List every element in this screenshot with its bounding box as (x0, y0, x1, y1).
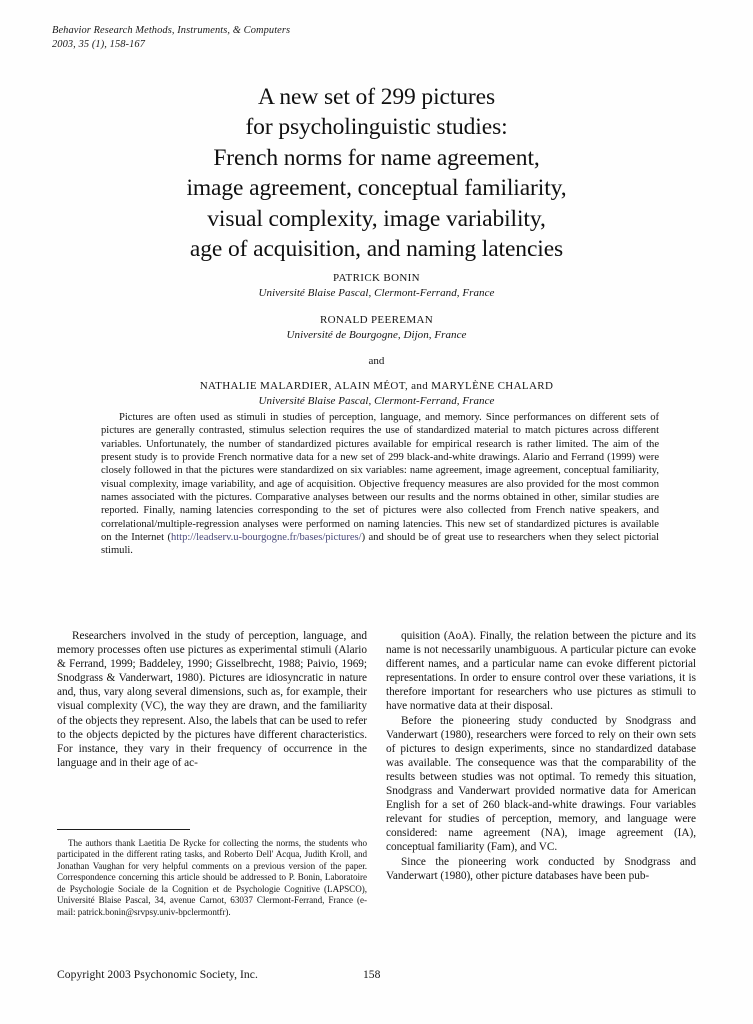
author-affiliation: Université Blaise Pascal, Clermont-Ferrand, France (258, 395, 495, 407)
title-line: French norms for name agreement, (213, 144, 540, 171)
title-line: A new set of 299 pictures (257, 84, 496, 110)
abstract-text-start: Pictures are often used as stimuli in studies of perception, language, and memory. Since performances on different sets of pictures are generally contrasted, stimulus selection requires the use of standardized material to match pictures across different variables. Unfortunately, the number of standardized pictures available for empirical research is rather limited. The aim of the present study is to provide French normative data for a new set of 299 black-and-white drawings. Alario and Ferrand (1999) were closely followed in that the pictures were standardized on six variables: name agreement, image agreement, conceptual familiarity, visual complexity, image variability, and age of acquisition. Objective frequency measures are also provided for the most common names associated with the pictures. Comparative analyses between our results and the norms obtained in other, similar studies are reported. Finally, naming latencies corresponding to the set of pictures were also collected from French native speakers, and correlational/multiple-regression analyses were performed on naming latencies. This new set of standardized pictures is available on the Internet ( (101, 412, 659, 544)
author-entry (56, 313, 697, 344)
author-names: NATHALIE MALARDIER, ALAIN MÉOT, and MARYLÈNE CHALARD (199, 380, 554, 392)
abstract-url-link[interactable]: http://leadserv.u-bourgogne.fr/bases/pictures/ (170, 532, 362, 544)
author-entry (56, 379, 697, 410)
author-affiliation: Université de Bourgogne, Dijon, France (286, 328, 467, 341)
journal-name: Behavior Research Methods, Instruments, & Computers (52, 25, 291, 36)
page-title (56, 82, 697, 264)
body-paragraph: Since the pioneering work conducted by Snodgrass and Vanderwart (1980), other picture databases have been pub- (386, 855, 696, 882)
body-column-left (57, 629, 367, 770)
abstract-text-end: ) and should be of great use to researchers when they select pictorial stimuli. (101, 532, 659, 557)
body-paragraph: quisition (AoA). Finally, the relation between the picture and its name is not necessarily unambiguous. A particular picture can evoke different names, and a particular name can evoke different pictorial representations. In order to ensure control over these variations, it is therefore important for researchers who use pictures as stimuli to have normative data at their disposal. (386, 630, 696, 713)
journal-header (52, 24, 472, 52)
title-line: visual complexity, image variability, (207, 205, 546, 232)
footnote-separator (57, 829, 190, 830)
author-names: RONALD PEEREMAN (319, 313, 434, 326)
author-entry (56, 271, 697, 302)
title-line: age of acquisition, and naming latencies (189, 236, 564, 263)
footnote-text: The authors thank Laetitia De Rycke for collecting the norms, the students who participated in the different rating tasks, and Roberto Dell' Acqua, Judith Kroll, and Jonathan Vaughan for very helpful comments on a previous version of the paper. Correspondence concerning this article should be addressed to P. Bonin, Laboratoire de Psychologie Sociale de la Cognition et de Psychologie Cognitive (LAPSCO), Université Blaise Pascal, 34, avenue Carnot, 63037 Clermont-Ferrand, France (e-mail: patrick.bonin@srvpsy.univ-bpclermontfr). (57, 838, 367, 917)
title-line: image agreement, conceptual familiarity, (186, 175, 567, 202)
author-affiliation: Université Blaise Pascal, Clermont-Ferrand, France (258, 287, 495, 299)
body-paragraph: Researchers involved in the study of perception, language, and memory processes often use pictures as experimental stimuli (Alario & Ferrand, 1999; Baddeley, 1990; Gisselbrecht, 1988; Paivio, 1969; Snodgrass & Vanderwart, 1980). Pictures are idiosyncratic in nature and, thus, vary along several dimensions, such as, for example, their visual complexity (VC), the way they are drawn, and the familiarity of the objects they represent. Also, the labels that can be used to refer to the objects depicted by the pictures have different characteristics. For instance, they vary in their frequency of occurrence in the language and in their age of ac- (57, 630, 367, 769)
title-line: for psycholinguistic studies: (245, 114, 508, 141)
copyright-notice: Copyright 2003 Psychonomic Society, Inc. (57, 968, 258, 981)
author-names: PATRICK BONIN (333, 272, 420, 284)
body-paragraph: Before the pioneering study conducted by Snodgrass and Vanderwart (1980), researchers were forced to rely on their own sets of pictures to design experiments, since no standardized database was available. The consequence was that the comparability of the results between studies was not optimal. To remedy this situation, Snodgrass and Vanderwart provided normative data for American English for a set of 260 black-and-white drawings. Four variables relevant for studies of perception, memory, and language were considered: name agreement (NA), image agreement (IA), conceptual familiarity (Fam), and VC. (386, 714, 696, 854)
page-number: 158 (363, 968, 381, 981)
body-column-right (386, 629, 696, 883)
journal-citation: 2003, 35 (1), 158-167 (52, 39, 146, 51)
abstract (101, 411, 659, 558)
author-block (56, 271, 697, 421)
author-conjunction: and (368, 355, 385, 367)
